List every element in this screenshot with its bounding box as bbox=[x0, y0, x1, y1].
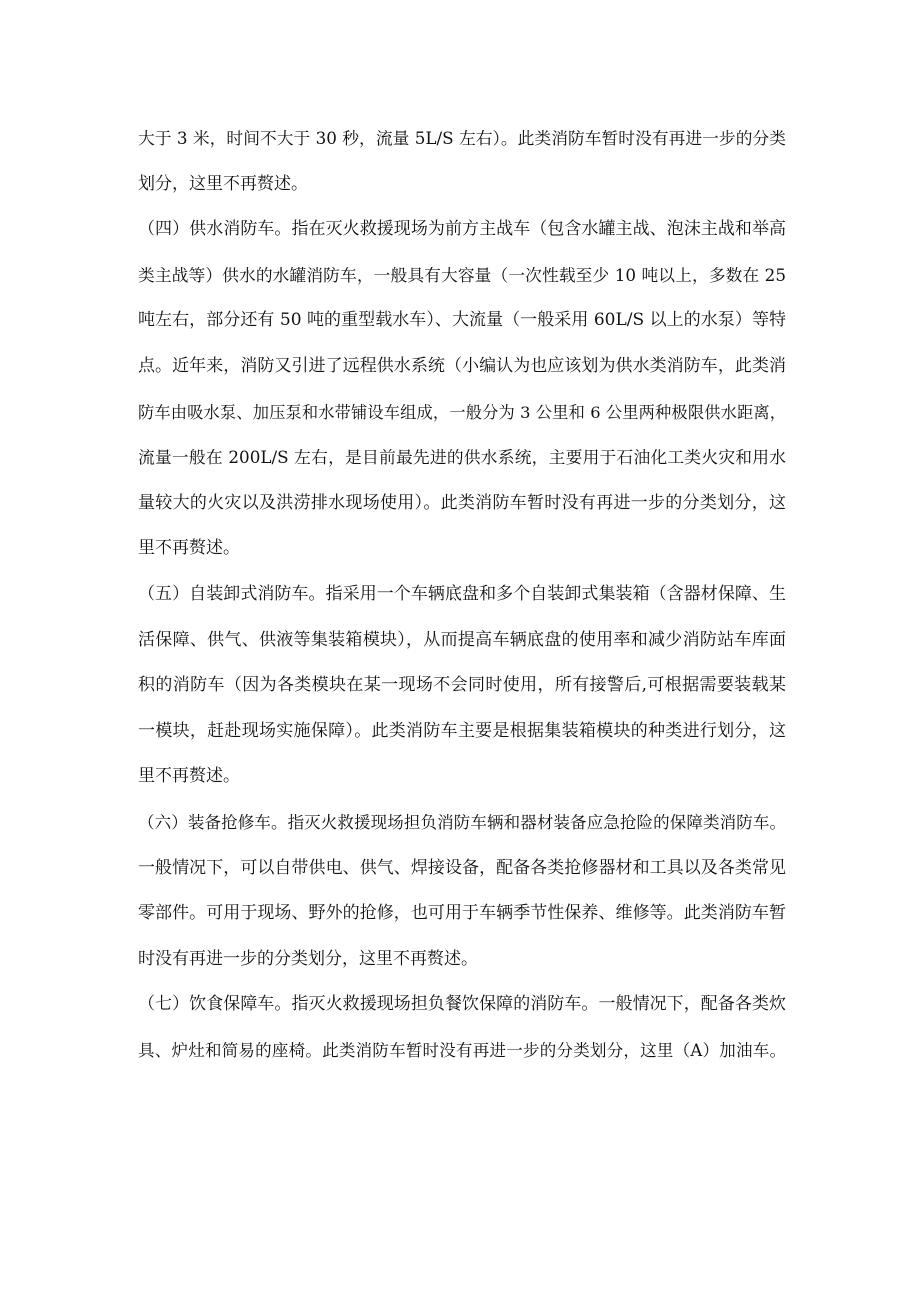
text-line: 时没有再进一步的分类划分，这里不再赘述。 bbox=[138, 948, 478, 969]
text-line: 里不再赘述。 bbox=[138, 766, 240, 787]
text-line: 防车由吸水泵、加压泵和水带铺设车组成，一般分为 3 公里和 6 公里两种极限供水距离， bbox=[138, 402, 786, 422]
text-line: （四）供水消防车。指在灭火救援现场为前方主战车（包含水罐主战、泡沫主战和举高 bbox=[138, 219, 786, 240]
text-line: 吨左右，部分还有 50 吨的重型载水车）、大流量（一般采用 60L/S 以上的水泵）等特 bbox=[138, 310, 786, 331]
document-body bbox=[138, 116, 786, 1073]
text-line: 划分，这里不再赘述。 bbox=[138, 173, 308, 194]
text-line: （五）自装卸式消防车。指采用一个车辆底盘和多个自装卸式集装箱（含器材保障、生 bbox=[138, 583, 786, 604]
text-line: 一般情况下，可以自带供电、供气、焊接设备，配备各类抢修器材和工具以及各类常见 bbox=[138, 857, 786, 878]
text-line: 一模块，赶赴现场实施保障）。此类消防车主要是根据集装箱模块的种类进行划分，这 bbox=[138, 720, 786, 741]
text-line: 类主战等）供水的水罐消防车，一般具有大容量（一次性载至少 10 吨以上，多数在 25 bbox=[138, 264, 786, 285]
text-line: 里不再赘述。 bbox=[138, 538, 240, 559]
text-line: 大于 3 米，时间不大于 30 秒，流量 5L/S 左右）。此类消防车暂时没有再进一步的分类 bbox=[138, 128, 786, 148]
paragraph-repair-vehicle bbox=[138, 800, 786, 982]
paragraph-self-loading-vehicle bbox=[138, 572, 786, 800]
text-line: 具、炉灶和简易的座椅。此类消防车暂时没有再进一步的分类划分，这里（A）加油车。 bbox=[138, 1040, 786, 1060]
text-line: 流量一般在 200L/S 左右，是目前最先进的供水系统，主要用于石油化工类火灾和用水 bbox=[138, 447, 786, 468]
text-line: 量较大的火灾以及洪涝排水现场使用）。此类消防车暂时没有再进一步的分类划分，这 bbox=[138, 492, 786, 513]
paragraph-water-supply-vehicle bbox=[138, 207, 786, 572]
text-line: 积的消防车（因为各类模块在某一现场不会同时使用，所有接警后,可根据需要装载某 bbox=[138, 675, 786, 696]
text-line: 活保障、供气、供液等集装箱模块），从而提高车辆底盘的使用率和减少消防站车库面 bbox=[138, 629, 786, 650]
text-line: （七）饮食保障车。指灭火救援现场担负餐饮保障的消防车。一般情况下，配备各类炊 bbox=[138, 994, 786, 1015]
text-line: 零部件。可用于现场、野外的抢修，也可用于车辆季节性保养、维修等。此类消防车暂 bbox=[138, 903, 786, 924]
paragraph-catering-vehicle bbox=[138, 982, 786, 1073]
paragraph-continuation bbox=[138, 116, 786, 207]
text-line: （六）装备抢修车。指灭火救援现场担负消防车辆和器材装备应急抢险的保障类消防车。 bbox=[138, 812, 786, 832]
text-line: 点。近年来，消防又引进了远程供水系统（小编认为也应该划为供水类消防车，此类消 bbox=[138, 355, 786, 376]
